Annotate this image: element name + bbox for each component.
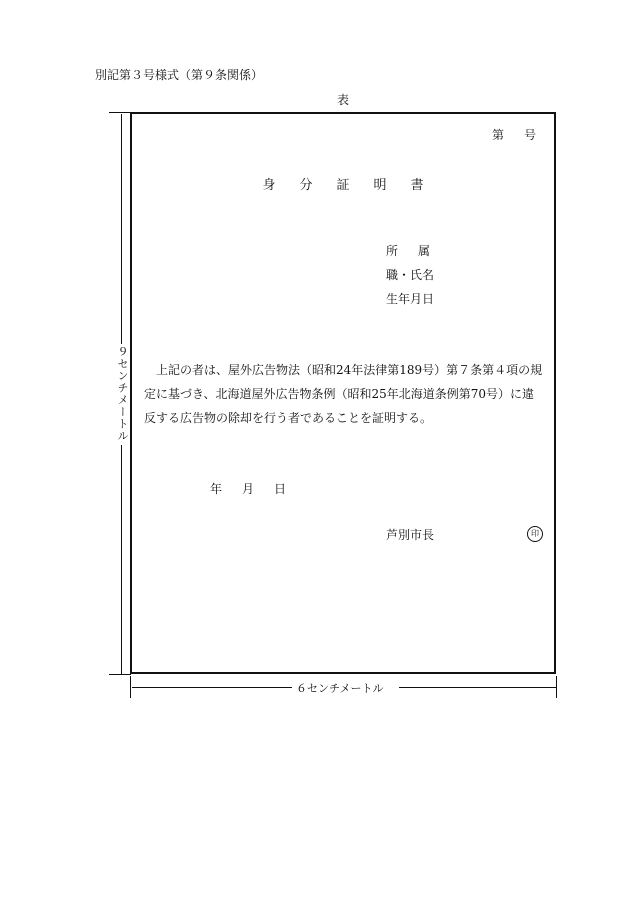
issuer-name: 芦別市長 [386, 528, 435, 542]
height-dimension-line-lower [121, 445, 122, 674]
field-affiliation: 所属 [386, 244, 451, 258]
certification-text: 上記の者は、屋外広告物法（昭和24年法律第189号）第７条第４項の規定に基づき、北海道屋外広告物条例（昭和25年北海道条例第70号）に違反する広告物の除却を行う者であることを証明する。 [144, 363, 543, 425]
height-dimension-label: ９センチメートル [116, 346, 129, 442]
seal-mark: 印 [527, 526, 543, 542]
field-birthdate: 生年月日 [386, 292, 435, 306]
form-number-label: 別記第３号様式（第９条関係） [95, 68, 264, 82]
width-dimension-line-right [399, 687, 556, 688]
width-dimension-line-left [132, 687, 292, 688]
field-title-name: 職・氏名 [386, 268, 435, 282]
front-side-label: 表 [337, 93, 350, 107]
height-dimension-tick-bottom [109, 674, 131, 675]
width-dimension-tick-right [556, 676, 557, 698]
issue-date-line: 年月日 [210, 482, 307, 496]
height-dimension-tick-top [109, 112, 131, 113]
certificate-number-label: 第号 [492, 128, 557, 142]
width-dimension-tick-left [130, 676, 131, 698]
width-dimension-label: ６センチメートル [296, 682, 384, 695]
id-certificate-card [130, 112, 556, 674]
height-dimension-line-upper [121, 114, 122, 344]
certificate-title: 身分証明書 [262, 178, 448, 193]
